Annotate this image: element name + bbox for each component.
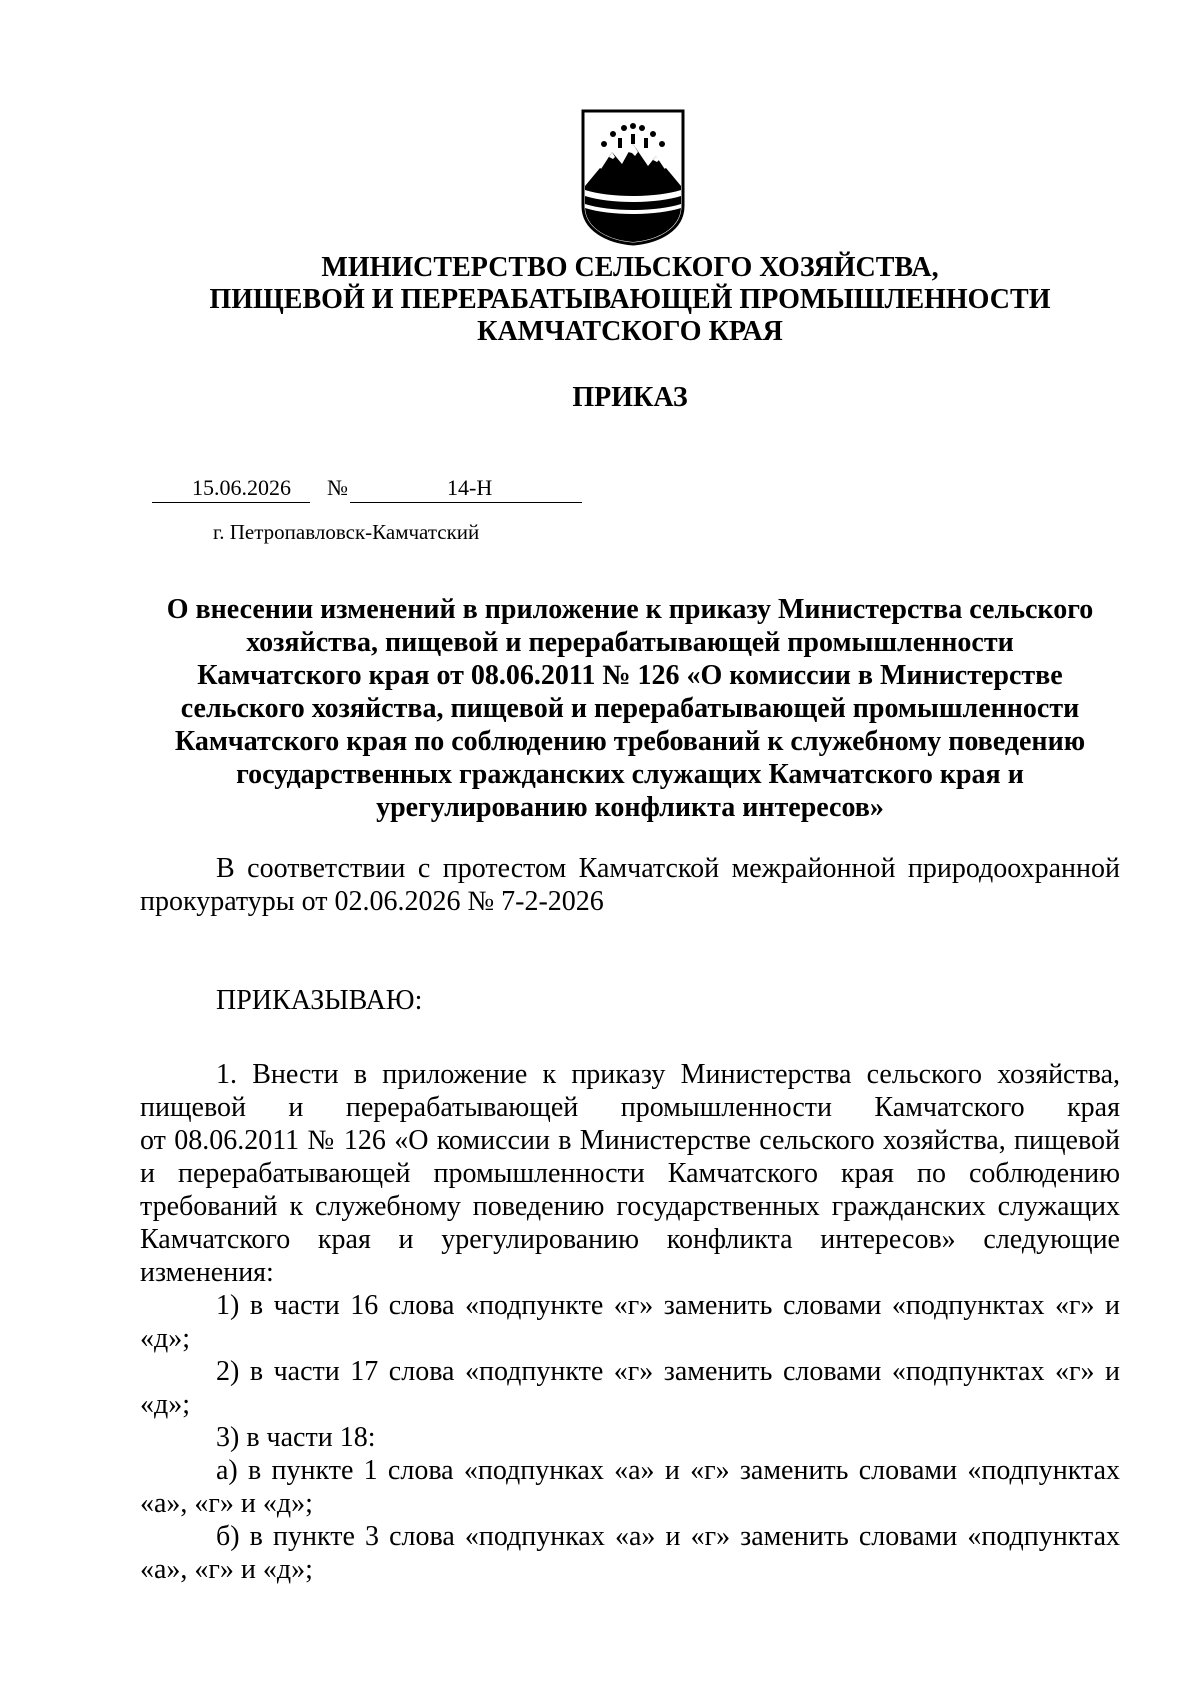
subitem-3b-line: б) в пункте 3 слова «подпунках «а» и «г» заменить словами «подпунктах bbox=[216, 1521, 1120, 1552]
subitem-3a-line: «а», «г» и «д»; bbox=[140, 1488, 313, 1519]
item-1-line: пищевой и перерабатывающей промышленности Камчатского края bbox=[140, 1092, 1120, 1123]
item-1-line: и перерабатывающей промышленности Камчатского края по соблюдению bbox=[140, 1158, 1120, 1189]
subitem-3-line: 3) в части 18: bbox=[216, 1422, 376, 1453]
item-1-line: Камчатского края и урегулированию конфликта интересов» следующие bbox=[140, 1224, 1120, 1255]
ministry-header bbox=[140, 252, 1120, 348]
subject-line: хозяйства, пищевой и перерабатывающей промышленности bbox=[246, 627, 1014, 658]
order-word-text: ПРИКАЗЫВАЮ: bbox=[216, 985, 423, 1016]
subject-line: государственных гражданских служащих Камчатского края и bbox=[236, 759, 1024, 790]
date-underline bbox=[152, 502, 310, 503]
subitem-2-line: «д»; bbox=[140, 1389, 191, 1420]
kamchatka-emblem bbox=[580, 108, 686, 246]
order-number: 14-Н bbox=[447, 475, 493, 500]
subitem-3a-line: а) в пункте 1 слова «подпунках «а» и «г» заменить словами «подпунктах bbox=[216, 1455, 1120, 1486]
number-sign: № bbox=[327, 475, 348, 500]
preamble-line: прокуратуры от 02.06.2026 № 7-2-2026 bbox=[140, 886, 604, 917]
ministry-header-line-1: МИНИСТЕРСТВО СЕЛЬСКОГО ХОЗЯЙСТВА, bbox=[321, 252, 939, 283]
order-word bbox=[140, 984, 1120, 1017]
ministry-header-line-2: ПИЩЕВОЙ И ПЕРЕРАБАТЫВАЮЩЕЙ ПРОМЫШЛЕННОСТИ bbox=[209, 284, 1051, 315]
ministry-header-line-3: КАМЧАТСКОГО КРАЯ bbox=[477, 316, 783, 347]
item-1-line: требований к служебному поведению государственных гражданских служащих bbox=[140, 1191, 1120, 1222]
registration-line bbox=[152, 474, 582, 504]
item-1-line: 1. Внести в приложение к приказу Министерства сельского хозяйства, bbox=[216, 1059, 1120, 1090]
subject-line: Камчатского края по соблюдению требований к служебному поведению bbox=[174, 726, 1086, 757]
subitem-2-line: 2) в части 17 слова «подпункте «г» заменить словами «подпунктах «г» и bbox=[216, 1356, 1120, 1387]
order-date: 15.06.2026 bbox=[192, 475, 291, 500]
order-items bbox=[140, 1058, 1120, 1586]
subject-line: сельского хозяйства, пищевой и перерабатывающей промышленности bbox=[180, 693, 1080, 724]
preamble bbox=[140, 852, 1120, 918]
order-subject bbox=[140, 593, 1120, 824]
subitem-3b-line: «а», «г» и «д»; bbox=[140, 1554, 313, 1585]
preamble-line: В соответствии с протестом Камчатской межрайонной природоохранной bbox=[216, 853, 1120, 884]
subject-line: О внесении изменений в приложение к приказу Министерства сельского bbox=[166, 594, 1094, 625]
document-type: ПРИКАЗ bbox=[572, 382, 688, 413]
item-1-line: изменения: bbox=[140, 1257, 274, 1288]
subject-line: урегулированию конфликта интересов» bbox=[376, 792, 884, 823]
number-underline bbox=[350, 502, 582, 503]
item-1-line: от 08.06.2011 № 126 «О комиссии в Министерстве сельского хозяйства, пищевой bbox=[140, 1125, 1120, 1156]
subitem-1-line: 1) в части 16 слова «подпункте «г» заменить словами «подпунктах «г» и bbox=[216, 1290, 1120, 1321]
subitem-1-line: «д»; bbox=[140, 1323, 191, 1354]
subject-line: Камчатского края от 08.06.2011 № 126 «О комиссии в Министерстве bbox=[197, 660, 1063, 691]
city: г. Петропавловск-Камчатский bbox=[213, 520, 480, 544]
